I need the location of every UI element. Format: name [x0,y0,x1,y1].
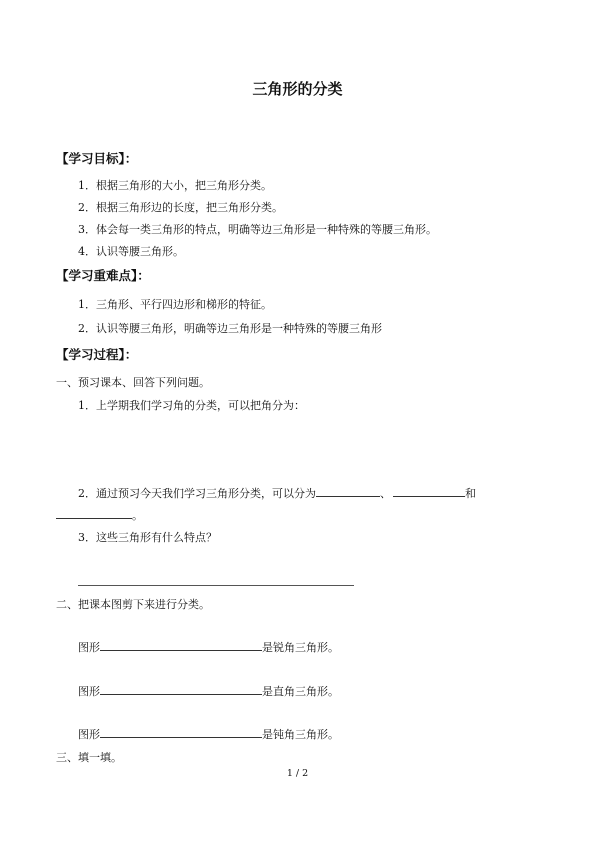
question-2-and: 和 [465,487,476,500]
goal-item-1: 1．根据三角形的大小，把三角形分类。 [78,179,272,192]
figure-row-obtuse [78,726,339,742]
keypoints-heading: 【学习重难点】： [56,268,150,283]
question-2-continued [56,507,143,523]
figure-label: 图形 [78,728,100,741]
figure-blank-right[interactable] [100,683,262,695]
answer-blank-2[interactable] [393,485,465,497]
figure-blank-acute[interactable] [100,639,262,651]
goal-item-3: 3．体会每一类三角形的特点，明确等边三角形是一种特殊的等腰三角形。 [78,223,437,236]
question-2-end: 。 [132,509,143,522]
figure-row-obtuse-text: 是钝角三角形。 [262,728,339,741]
figure-row-right [78,683,339,699]
figure-label: 图形 [78,641,100,654]
figure-blank-obtuse[interactable] [100,726,262,738]
answer-blank-3[interactable] [56,507,132,519]
part-two-label: 二、把课本图剪下来进行分类。 [56,598,210,611]
figure-row-acute [78,639,339,655]
part-one-label: 一、预习课本、回答下列问题。 [56,376,210,389]
page-number: 1 / 2 [286,768,309,779]
question-2-text: 2．通过预习今天我们学习三角形分类，可以分为 [78,487,316,500]
answer-line-q3[interactable] [78,585,354,586]
page-title: 三角形的分类 [252,80,343,98]
process-heading: 【学习过程】： [56,347,138,362]
keypoint-item-2: 2．认识等腰三角形，明确等边三角形是一种特殊的等腰三角形 [78,322,382,335]
goals-heading: 【学习目标】： [56,151,138,166]
question-1: 1．上学期我们学习角的分类，可以把角分为： [78,399,305,412]
part-three-label: 三、填一填。 [56,751,122,764]
figure-row-right-text: 是直角三角形。 [262,685,339,698]
figure-label: 图形 [78,685,100,698]
question-2-separator: 、 [380,487,391,500]
figure-row-acute-text: 是锐角三角形。 [262,641,339,654]
question-2 [78,485,476,501]
question-3: 3．这些三角形有什么特点？ [78,531,217,544]
answer-blank-1[interactable] [316,485,380,497]
goal-item-4: 4．认识等腰三角形。 [78,245,184,258]
goal-item-2: 2．根据三角形边的长度，把三角形分类。 [78,201,283,214]
keypoint-item-1: 1．三角形、平行四边形和梯形的特征。 [78,298,272,311]
